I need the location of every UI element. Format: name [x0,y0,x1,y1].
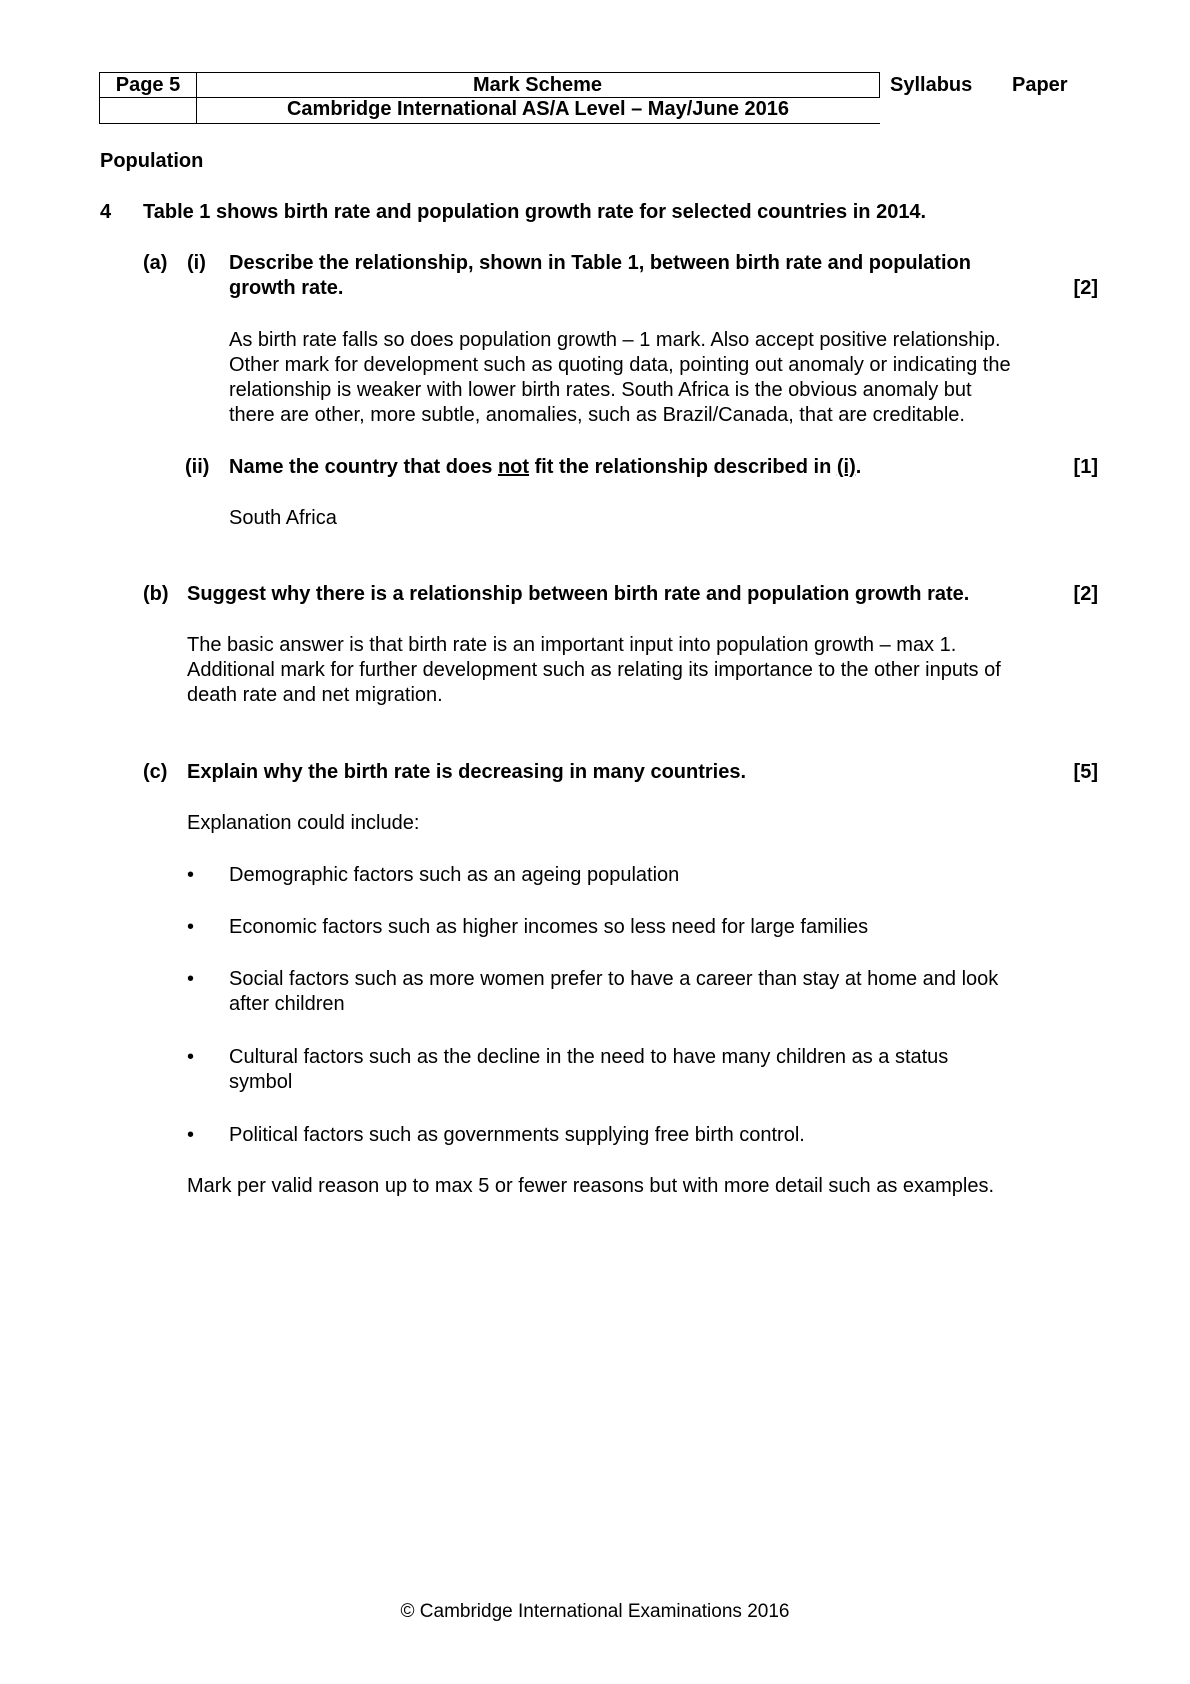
reference-i: (i) [836,456,856,478]
header-title: Mark Scheme [196,72,880,98]
part-b-answer-line1: The basic answer is that birth rate is an important input into population growth – max 1. [187,634,957,656]
copyright-footer: © Cambridge International Examinations 2016 [400,1601,790,1622]
bullet-item-social-line1: Social factors such as more women prefer to have a career than stay at home and look [229,968,999,990]
part-a-i-answer-line1: As birth rate falls so does population growth – 1 mark. Also accept positive relationship. [229,329,1001,351]
header-subtitle: Cambridge International AS/A Level – May/June 2016 [196,97,880,124]
bullet-item-cultural-line1: Cultural factors such as the decline in the need to have many children as a status [229,1046,949,1068]
bullet-icon: • [187,1046,195,1068]
bullet-icon: • [187,968,195,990]
part-b-question: Suggest why there is a relationship between birth rate and population growth rate. [187,583,970,605]
part-a-i-marks: [2] [1073,277,1098,299]
part-b-answer-line2: Additional mark for further development such as relating its importance to the other inputs of [187,659,1001,681]
part-a-ii-question: Name the country that does not fit the relationship described in (i). [229,456,862,478]
section-title: Population [100,150,204,172]
question-stem: Table 1 shows birth rate and population growth rate for selected countries in 2014. [143,201,927,223]
part-a-ii-answer: South Africa [229,507,337,529]
header-blank-cell [99,97,197,124]
part-c-label: (c) [143,761,168,783]
bullet-item-political: Political factors such as governments supplying free birth control. [229,1124,805,1146]
part-a-i-question-line2: growth rate. [229,277,344,299]
part-a-label: (a) [143,252,168,274]
question-number: 4 [100,201,112,223]
part-a-i-question-line1: Describe the relationship, shown in Table 1, between birth rate and population [229,252,971,274]
syllabus-label: Syllabus [890,74,973,96]
part-c-intro: Explanation could include: [187,812,420,834]
part-a-i-answer-line2: Other mark for development such as quoting data, pointing out anomaly or indicating the [229,354,1011,376]
bullet-icon: • [187,864,195,886]
part-b-label: (b) [143,583,169,605]
part-c-closing: Mark per valid reason up to max 5 or fewer reasons but with more detail such as examples. [187,1175,995,1197]
part-b-answer-line3: death rate and net migration. [187,684,443,706]
bullet-icon: • [187,916,195,938]
bullet-item-social-line2: after children [229,993,345,1015]
part-a-i-label: (i) [187,252,206,274]
bullet-item-demographic: Demographic factors such as an ageing population [229,864,680,886]
emphasis-not: not [497,456,530,478]
bullet-item-economic: Economic factors such as higher incomes so less need for large families [229,916,869,938]
part-b-marks: [2] [1073,583,1098,605]
part-a-ii-label: (ii) [185,456,210,478]
part-a-i-answer-line3: relationship is weaker with lower birth rates. South Africa is the obvious anomaly but [229,379,972,401]
part-c-question: Explain why the birth rate is decreasing in many countries. [187,761,747,783]
header-table [99,72,880,124]
part-c-marks: [5] [1073,761,1098,783]
bullet-icon: • [187,1124,195,1146]
part-a-ii-marks: [1] [1073,456,1098,478]
bullet-item-cultural-line2: symbol [229,1071,293,1093]
paper-label: Paper [1012,74,1068,96]
page-number: Page 5 [99,72,197,98]
part-a-i-answer-line4: there are other, more subtle, anomalies, such as Brazil/Canada, that are creditable. [229,404,965,426]
